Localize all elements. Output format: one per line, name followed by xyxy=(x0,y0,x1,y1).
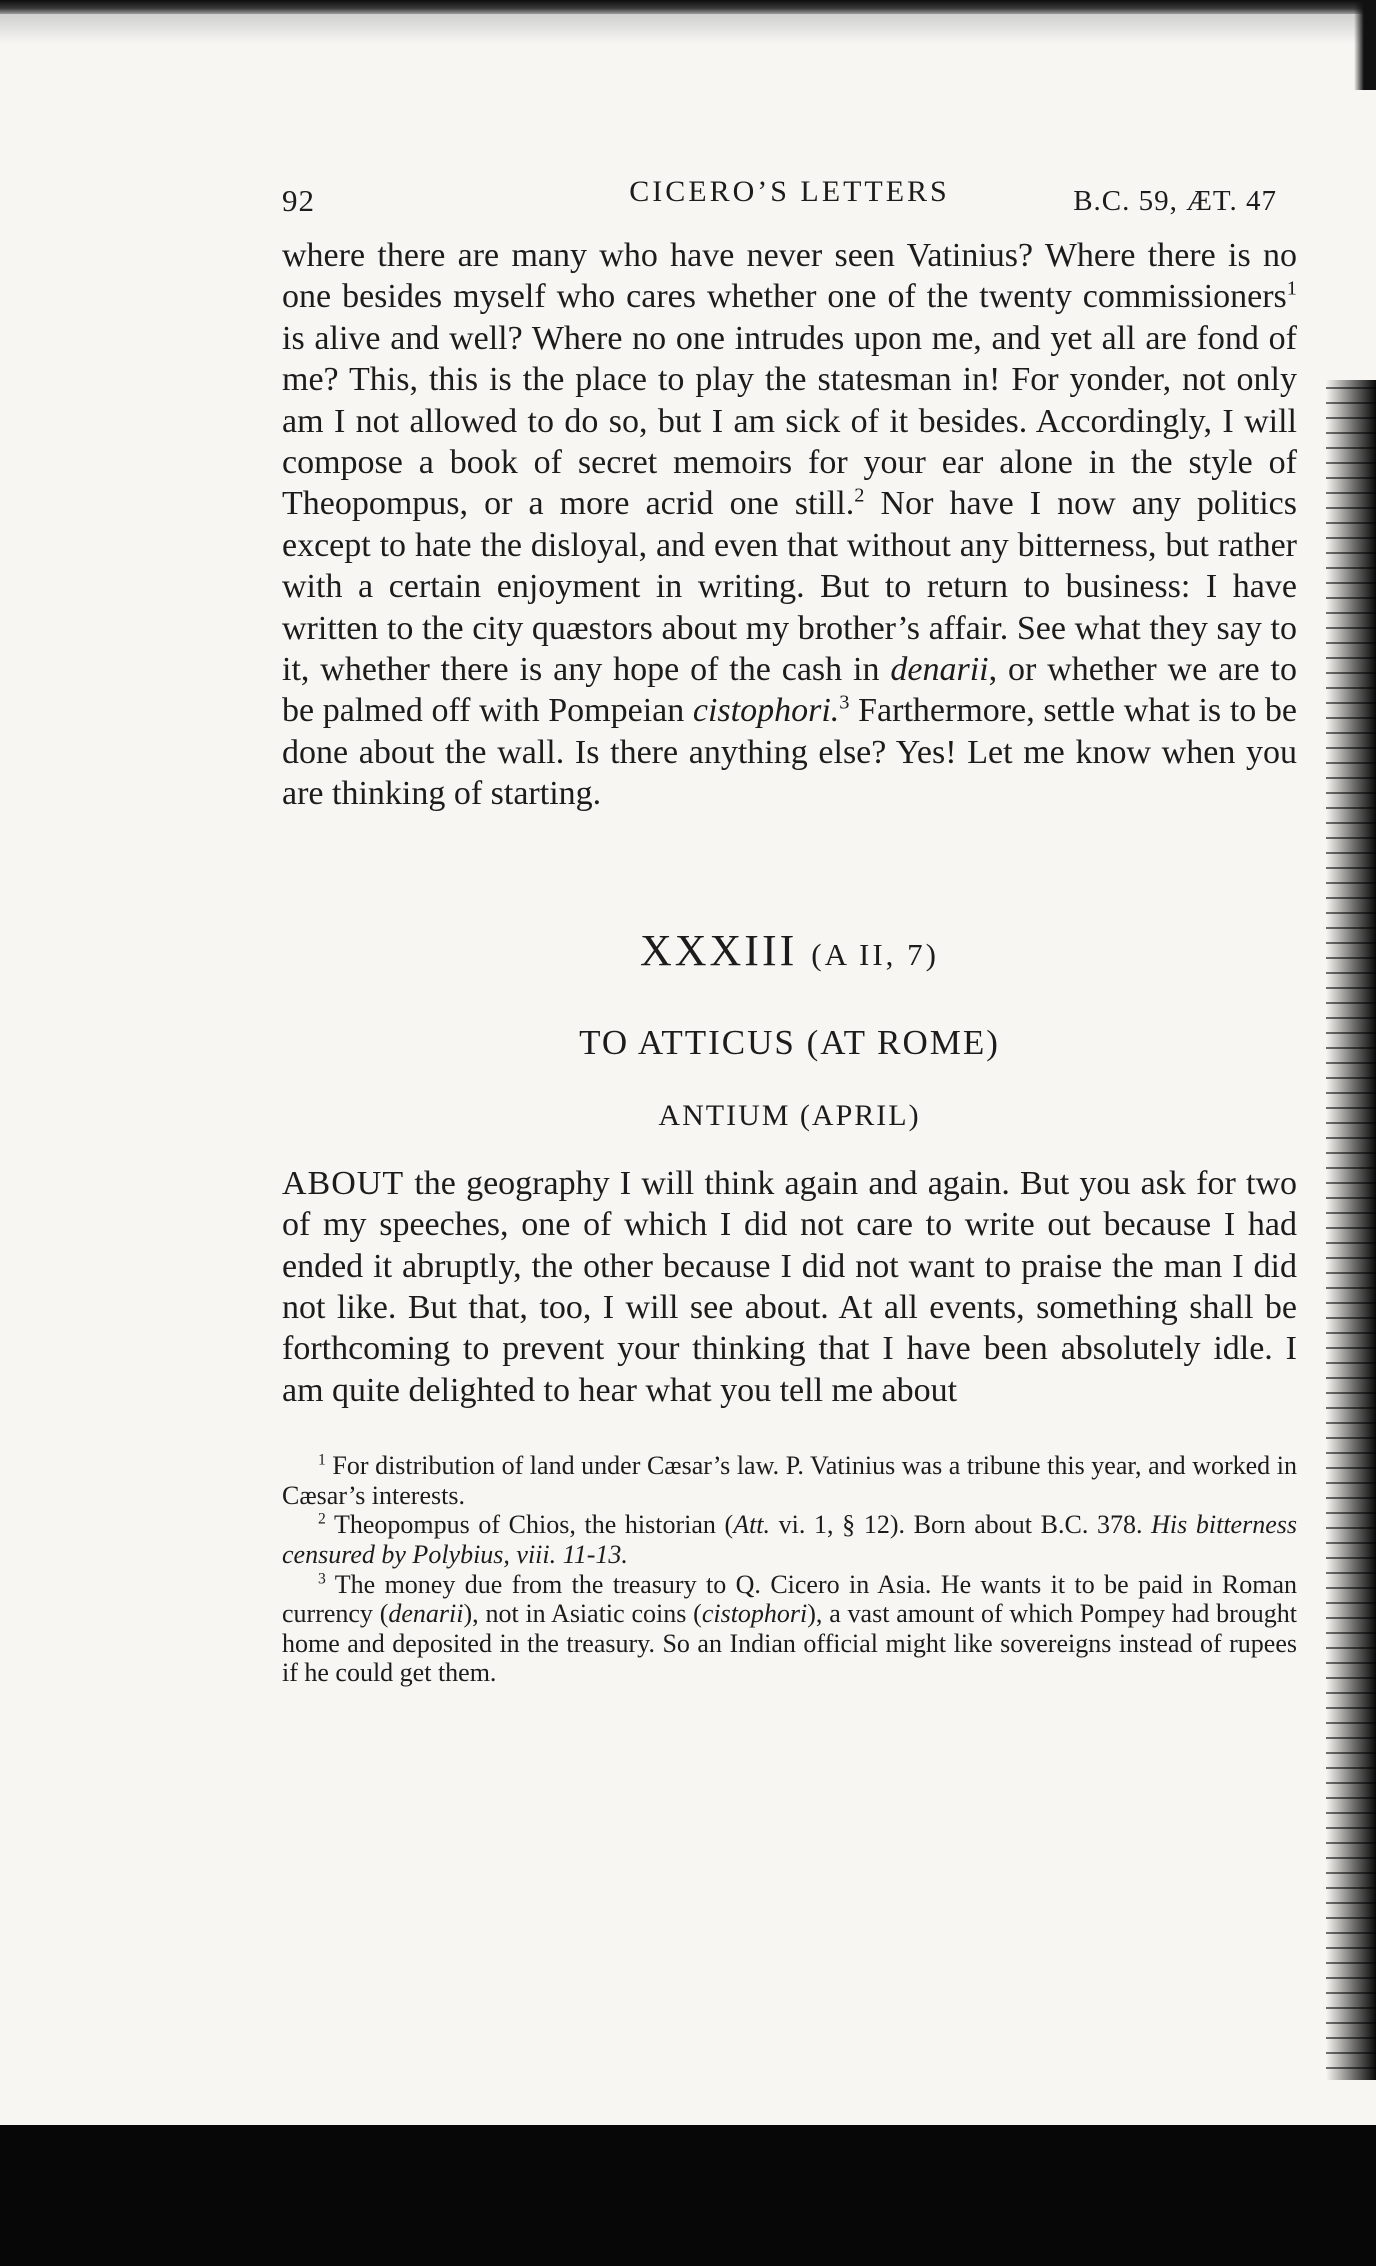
page-edge-shadow xyxy=(1326,380,1376,2080)
letter-reference: (A II, 7) xyxy=(811,936,940,972)
scan-top-edge xyxy=(0,0,1376,14)
scan-bottom-band xyxy=(0,2125,1376,2266)
scan-corner-shadow xyxy=(1354,0,1376,90)
footnote-1: $^1$ For distribution of land under Cæsar’s law. P. Vatinius was a tribune this year, and worked in Cæsar’s interests. xyxy=(282,1451,1297,1510)
footnote-2: $^2$ Theopompus of Chios, the historian (Att. vi. 1, § 12). Born about B.C. 378. His bitterness censured by Polybius, viii. 11-13. xyxy=(282,1510,1297,1569)
footnotes xyxy=(282,1451,1297,1688)
letter-body: ABOUT the geography I will think again and again. But you ask for two of my speeches, one of which I did not care to write out because I had ended it abruptly, the other because I did not want to praise the man I did not like. But that, too, I will see about. At all events, something shall be forthcoming to prevent your thinking that I have been absolutely idle. I am quite delighted to hear what you tell me about xyxy=(282,1164,1297,1409)
footnote-3: $^3$ The money due from the treasury to Q. Cicero in Asia. He wants it to be paid in Roman currency (denarii), not in Asiatic coins (cistophori), a vast amount of which Pompey had brought home and deposited in the treasury. So an Indian official might like sovereigns instead of rupees if he could get them. xyxy=(282,1569,1297,1688)
footnote-ref-2[interactable]: 2 xyxy=(854,485,865,508)
footnote-ref-3[interactable]: 3 xyxy=(839,692,850,715)
scan-top-shadow xyxy=(0,14,1376,44)
letter-first-word: ABOUT xyxy=(282,1164,405,1202)
letter-place: ANTIUM (APRIL) xyxy=(658,1098,921,1132)
running-head xyxy=(282,175,1297,235)
book-page xyxy=(282,175,1297,1688)
running-title: CICERO’S LETTERS xyxy=(629,175,950,208)
running-date: B.C. 59, ÆT. 47 xyxy=(1073,185,1277,217)
letter-number: XXXIII (A II, 7) xyxy=(639,925,940,975)
continued-paragraph: where there are many who have never seen Vatinius? Where there is no one besides myself who cares whether one of the twenty commissioners$^1$ is alive and well? Where no one intrudes upon me, and yet all are fond of me? This, this is the place to play the statesman in! For yonder, not only am I not allowed to do so, but I am sick of it besides. Accordingly, I will compose a book of secret memoirs for your ear alone in the style of Theopompus, or a more acrid one still.$^2$ Nor have I now any politics except to hate the disloyal, and even that without any bitterness, but rather with a certain enjoyment in writing. But to return to business: I have written to the city quæstors about my brother’s affair. See what they say to it, whether there is any hope of the cash in denarii, or whether we are to be palmed off with Pompeian cistophori.$^3$ Farthermore, settle what is to be done about the wall. Is there anything else? Yes! Let me know when you are thinking of starting. xyxy=(282,237,1298,813)
letter-addressee: TO ATTICUS (AT ROME) xyxy=(579,1022,1000,1062)
page-number: 92 xyxy=(282,183,315,218)
footnote-ref-1[interactable]: 1 xyxy=(1286,278,1297,301)
